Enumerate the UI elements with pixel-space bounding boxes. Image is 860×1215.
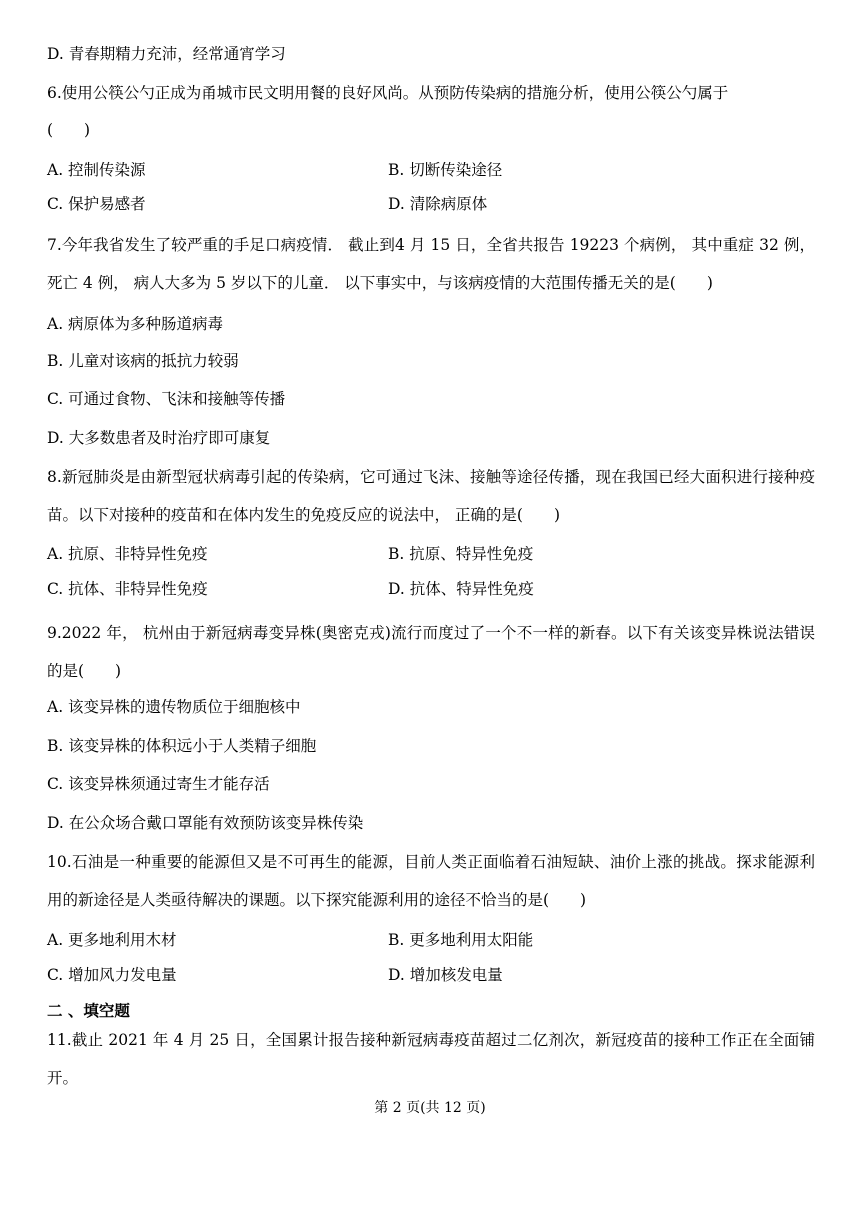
q10-stem: 10.石油是一种重要的能源但又是不可再生的能源，目前人类正面临着石油短缺、油价上涨的挑战。探求能源利用的新途径是人类亟待解决的课题。以下探究能源利用的途径不恰当的是( ) — [47, 853, 815, 909]
q9-stem: 9.2022 年， 杭州由于新冠病毒变异株(奥密克戎)流行而度过了一个不一样的新春。以下有关该变异株说法错误的是( ) — [47, 624, 815, 680]
q8-stem: 8.新冠肺炎是由新型冠状病毒引起的传染病，它可通过飞沫、接触等途径传播，现在我国已经大面积进行接种疫苗。以下对接种的疫苗和在体内发生的免疫反应的说法中， 正确的是( ) — [47, 468, 815, 524]
q10-option-d: D. 增加核发电量 — [388, 966, 503, 984]
q10-option-c: C. 增加风力发电量 — [47, 966, 177, 984]
q6-stem-line1: 6.使用公筷公勺正成为甬城市民文明用餐的良好风尚。从预防传染病的措施分析，使用公筷公勺属于 — [47, 84, 729, 102]
q9-option-b: B. 该变异株的体积远小于人类精子细胞 — [47, 737, 317, 755]
section-title-fill-in: 二 、填空题 — [47, 1002, 130, 1020]
q6-option-c: C. 保护易感者 — [47, 195, 146, 213]
q7-option-d: D. 大多数患者及时治疗即可康复 — [47, 429, 271, 447]
q6-stem-line2: ( ) — [47, 121, 91, 139]
q7-option-b: B. 儿童对该病的抵抗力较弱 — [47, 352, 239, 370]
q11-stem: 11.截止 2021 年 4 月 25 日，全国累计报告接种新冠病毒疫苗超过二亿剂次，新冠疫苗的接种工作正在全面铺开。 — [47, 1031, 815, 1087]
q8-option-a: A. 抗原、非特异性免疫 — [47, 545, 208, 563]
q8-option-d: D. 抗体、特异性免疫 — [388, 580, 534, 598]
q9-option-d: D. 在公众场合戴口罩能有效预防该变异株传染 — [47, 814, 364, 832]
q10-option-b: B. 更多地利用太阳能 — [388, 931, 534, 949]
q10-option-a: A. 更多地利用木材 — [47, 931, 177, 949]
q6-option-d: D. 清除病原体 — [388, 195, 488, 213]
q8-option-b: B. 抗原、特异性免疫 — [388, 545, 534, 563]
q6-option-b: B. 切断传染途径 — [388, 161, 503, 179]
q9-option-c: C. 该变异株须通过寄生才能存活 — [47, 775, 270, 793]
page-footer: 第 2 页(共 12 页) — [374, 1100, 486, 1116]
q6-option-a: A. 控制传染源 — [47, 161, 146, 179]
q9-option-a: A. 该变异株的遗传物质位于细胞核中 — [47, 698, 301, 716]
q7-stem: 7.今年我省发生了较严重的手足口病疫情． 截止到4 月 15 日，全省共报告 19223 个病例， 其中重症 32 例， 死亡 4 例， 病人大多为 5 岁以下的儿童． 以下事实中，与该病疫情的大范围传播无关的是( ) — [47, 236, 815, 292]
q7-option-a: A. 病原体为多种肠道病毒 — [47, 315, 224, 333]
q7-option-c: C. 可通过食物、飞沫和接触等传播 — [47, 390, 286, 408]
q8-option-c: C. 抗体、非特异性免疫 — [47, 580, 208, 598]
q5-option-d: D. 青春期精力充沛，经常通宵学习 — [47, 45, 286, 63]
